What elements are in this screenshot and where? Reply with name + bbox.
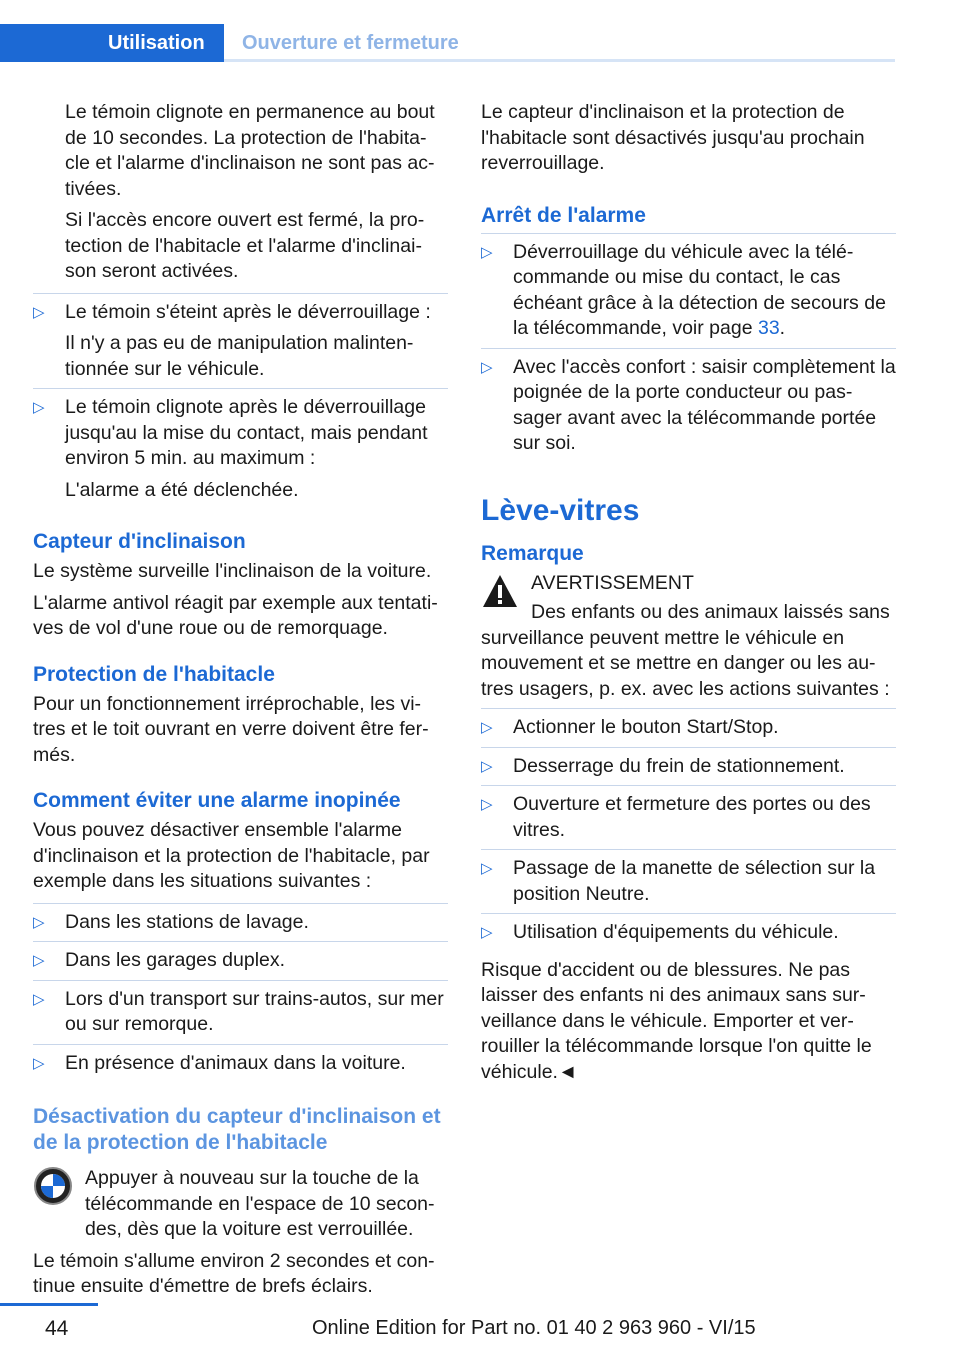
header: [0, 24, 895, 62]
triangle-bullet-icon: ▷: [33, 1054, 45, 1072]
heading-desactivation: Désactivation du capteur d'inclinaison et de la protection de l'habitacle: [33, 1105, 441, 1154]
paragraph: Le système surveille l'inclinaison de la voiture.: [33, 560, 432, 582]
triangle-bullet-icon: ▷: [481, 796, 493, 813]
list-item: ▷ Avec l'accès confort : saisir complètement la poignée de la porte conducteur ou pas-sager avant avec la télécommande portée sur soi.: [481, 355, 896, 454]
right-column: [481, 100, 896, 1091]
page-number: 44: [45, 1317, 69, 1340]
triangle-bullet-icon: ▷: [481, 719, 493, 736]
heading-protection: Protection de l'habitacle: [33, 662, 275, 686]
triangle-bullet-icon: ▷: [33, 990, 45, 1008]
list-item: ▷ Passage de la manette de sélection sur la position Neutre.: [481, 856, 896, 914]
paragraph: Risque d'accident ou de blessures. Ne pas laisser des enfants ni des animaux sans sur-veillance dans le véhicule. Emporter et ver-rouiller la télécommande lorsque l'on quitte le véhicule.◄: [481, 958, 872, 1083]
list-item: ▷ Déverrouillage du véhicule avec la télé-commande ou mise du contact, le cas échéant grâce à la détection de secours de la télécommande, voir page 33.: [481, 240, 896, 349]
triangle-bullet-icon: ▷: [33, 303, 45, 321]
paragraph: Le témoin clignote en permanence au bout de 10 secondes. La protection de l'habita-cle et l'alarme d'inclinaison ne sont pas ac-tivées.: [65, 101, 435, 200]
tab-utilisation[interactable]: Utilisation: [0, 24, 224, 62]
triangle-bullet-icon: ▷: [481, 757, 493, 775]
triangle-bullet-icon: ▷: [33, 399, 45, 416]
page-link[interactable]: 33: [757, 317, 780, 339]
left-column: [33, 100, 448, 1306]
list-item: ▷ Utilisation d'équipements du véhicule.: [481, 920, 896, 952]
tab-ouverture-fermeture[interactable]: Ouverture et fermeture: [242, 32, 459, 54]
list-item: ▷ Le témoin clignote après le déverrouillage jusqu'au la mise du contact, mais pendant environ 5 min. au maximum : L'alarme a été déclenchée.: [33, 396, 428, 501]
paragraph: Le témoin s'allume environ 2 secondes et con-tinue ensuite d'émettre de brefs éclairs.: [33, 1249, 435, 1297]
list-item: ▷ Le témoin s'éteint après le déverrouillage : Il n'y a pas eu de manipulation malinten-tionnée sur le véhicule.: [33, 300, 448, 390]
heading-leve-vitres: Lève-vitres: [481, 493, 640, 527]
list-item: ▷ Lors d'un transport sur trains-autos, sur mer ou sur remorque.: [33, 987, 448, 1045]
warning-triangle-icon: [481, 573, 519, 609]
paragraph: Des enfants ou des animaux laissés sans surveillance peuvent mettre le véhicule en mouvement et se mettre en danger ou les au-tres usagers, p. ex. avec les actions suivantes :: [481, 601, 890, 700]
heading-remarque: Remarque: [481, 541, 584, 565]
list-item: ▷ Dans les garages duplex.: [33, 948, 448, 981]
triangle-bullet-icon: ▷: [481, 358, 493, 376]
heading-arret: Arrêt de l'alarme: [481, 203, 646, 227]
list-item: ▷ Actionner le bouton Start/Stop.: [481, 715, 896, 748]
triangle-bullet-icon: ▷: [33, 952, 45, 969]
paragraph: Si l'accès encore ouvert est fermé, la pro-tection de l'habitacle et l'alarme d'inclinai-son seront activées.: [65, 209, 425, 282]
list-item: ▷ Ouverture et fermeture des portes ou des vitres.: [481, 792, 896, 850]
footer-edition: Online Edition for Part no. 01 40 2 963 960 - VI/15: [312, 1317, 756, 1339]
bmw-key-icon: [33, 1166, 73, 1206]
heading-capteur: Capteur d'inclinaison: [33, 530, 246, 553]
paragraph: Pour un fonctionnement irréprochable, les vi-tres et le toit ouvrant en verre doivent être fer-més.: [33, 692, 429, 766]
paragraph: Le capteur d'inclinaison et la protection de l'habitacle sont désactivés jusqu'au prochain reverrouillage.: [481, 101, 865, 174]
key-instruction: Appuyer à nouveau sur la touche de la télécommande en l'espace de 10 secon-des, dès que la voiture est verrouillée.: [33, 1166, 448, 1243]
list-item: ▷ Dans les stations de lavage.: [33, 910, 448, 943]
paragraph: Vous pouvez désactiver ensemble l'alarme d'inclinaison et la protection de l'habitacle, par exemple dans les situations suivantes :: [33, 819, 430, 892]
triangle-bullet-icon: ▷: [33, 913, 45, 931]
warning-block: AVERTISSEMENT: [481, 571, 896, 597]
triangle-bullet-icon: ▷: [481, 924, 493, 941]
footer-rule: [0, 1303, 98, 1306]
list-item: ▷ En présence d'animaux dans la voiture.: [33, 1051, 448, 1083]
triangle-bullet-icon: ▷: [481, 860, 493, 877]
triangle-bullet-icon: ▷: [481, 243, 493, 261]
heading-eviter: Comment éviter une alarme inopinée: [33, 789, 401, 812]
paragraph: L'alarme antivol réagit par exemple aux tentati-ves de vol d'une roue ou de remorquage.: [33, 591, 438, 639]
list-item: ▷ Desserrage du frein de stationnement.: [481, 754, 896, 787]
